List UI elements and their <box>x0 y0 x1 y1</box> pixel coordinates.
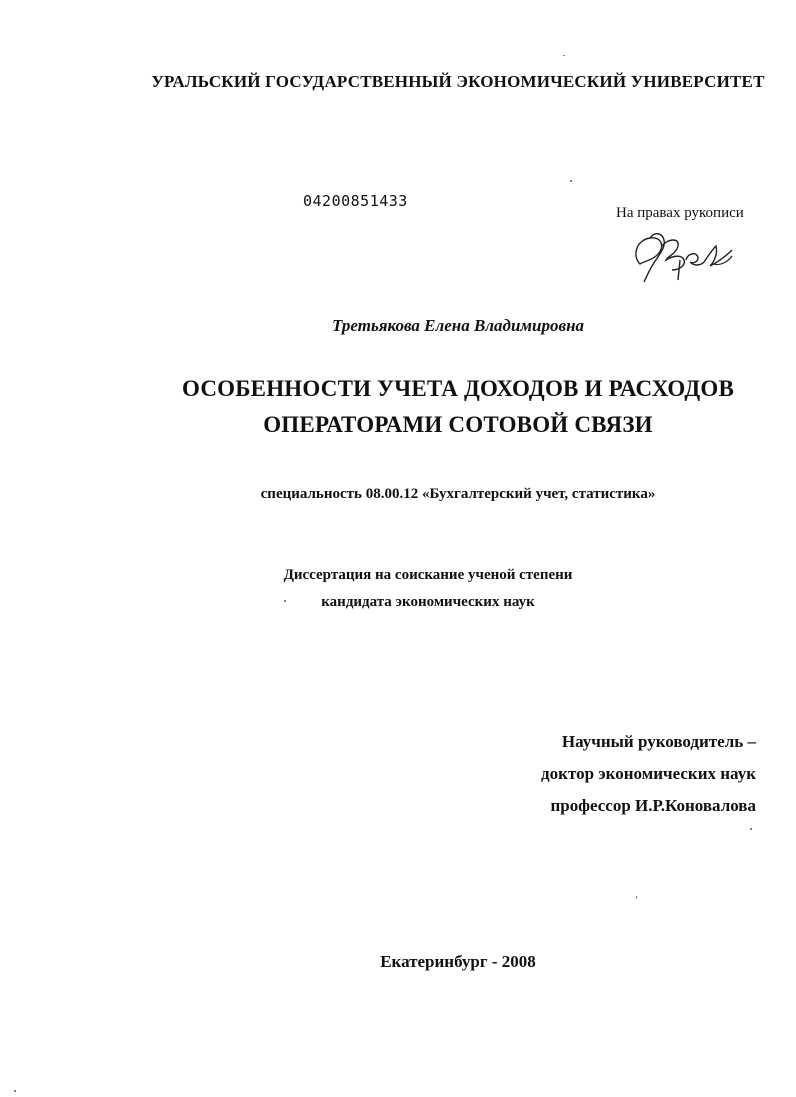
supervisor-role: Научный руководитель – <box>561 732 756 751</box>
author-name: Третьякова Елена Владимировна <box>331 316 585 335</box>
supervisor-name: профессор И.Р.Коновалова <box>550 796 756 815</box>
scan-speck <box>563 55 565 56</box>
scan-speck <box>14 1090 16 1092</box>
catalog-number: 04200851433 <box>303 192 408 210</box>
scan-speck <box>284 600 286 602</box>
supervisor-degree: доктор экономических наук <box>541 764 756 783</box>
city-year: Екатеринбург - 2008 <box>380 952 536 971</box>
scan-speck <box>636 896 637 899</box>
university-name: УРАЛЬСКИЙ ГОСУДАРСТВЕННЫЙ ЭКОНОМИЧЕСКИЙ УНИВЕРСИТЕТ <box>151 72 765 91</box>
scan-speck <box>750 828 752 830</box>
dissertation-title-line-2: ОПЕРАТОРАМИ СОТОВОЙ СВЯЗИ <box>263 412 653 437</box>
degree-line-1: Диссертация на соискание ученой степени <box>283 567 573 583</box>
dissertation-title-line-1: ОСОБЕННОСТИ УЧЕТА ДОХОДОВ И РАСХОДОВ <box>182 376 734 401</box>
degree-line-2: кандидата экономических наук <box>321 594 535 610</box>
handwritten-signature <box>628 226 748 286</box>
scan-speck <box>570 180 572 182</box>
rights-note: На правах рукописи <box>616 205 744 221</box>
specialty: специальность 08.00.12 «Бухгалтерский учет, статистика» <box>260 486 656 502</box>
